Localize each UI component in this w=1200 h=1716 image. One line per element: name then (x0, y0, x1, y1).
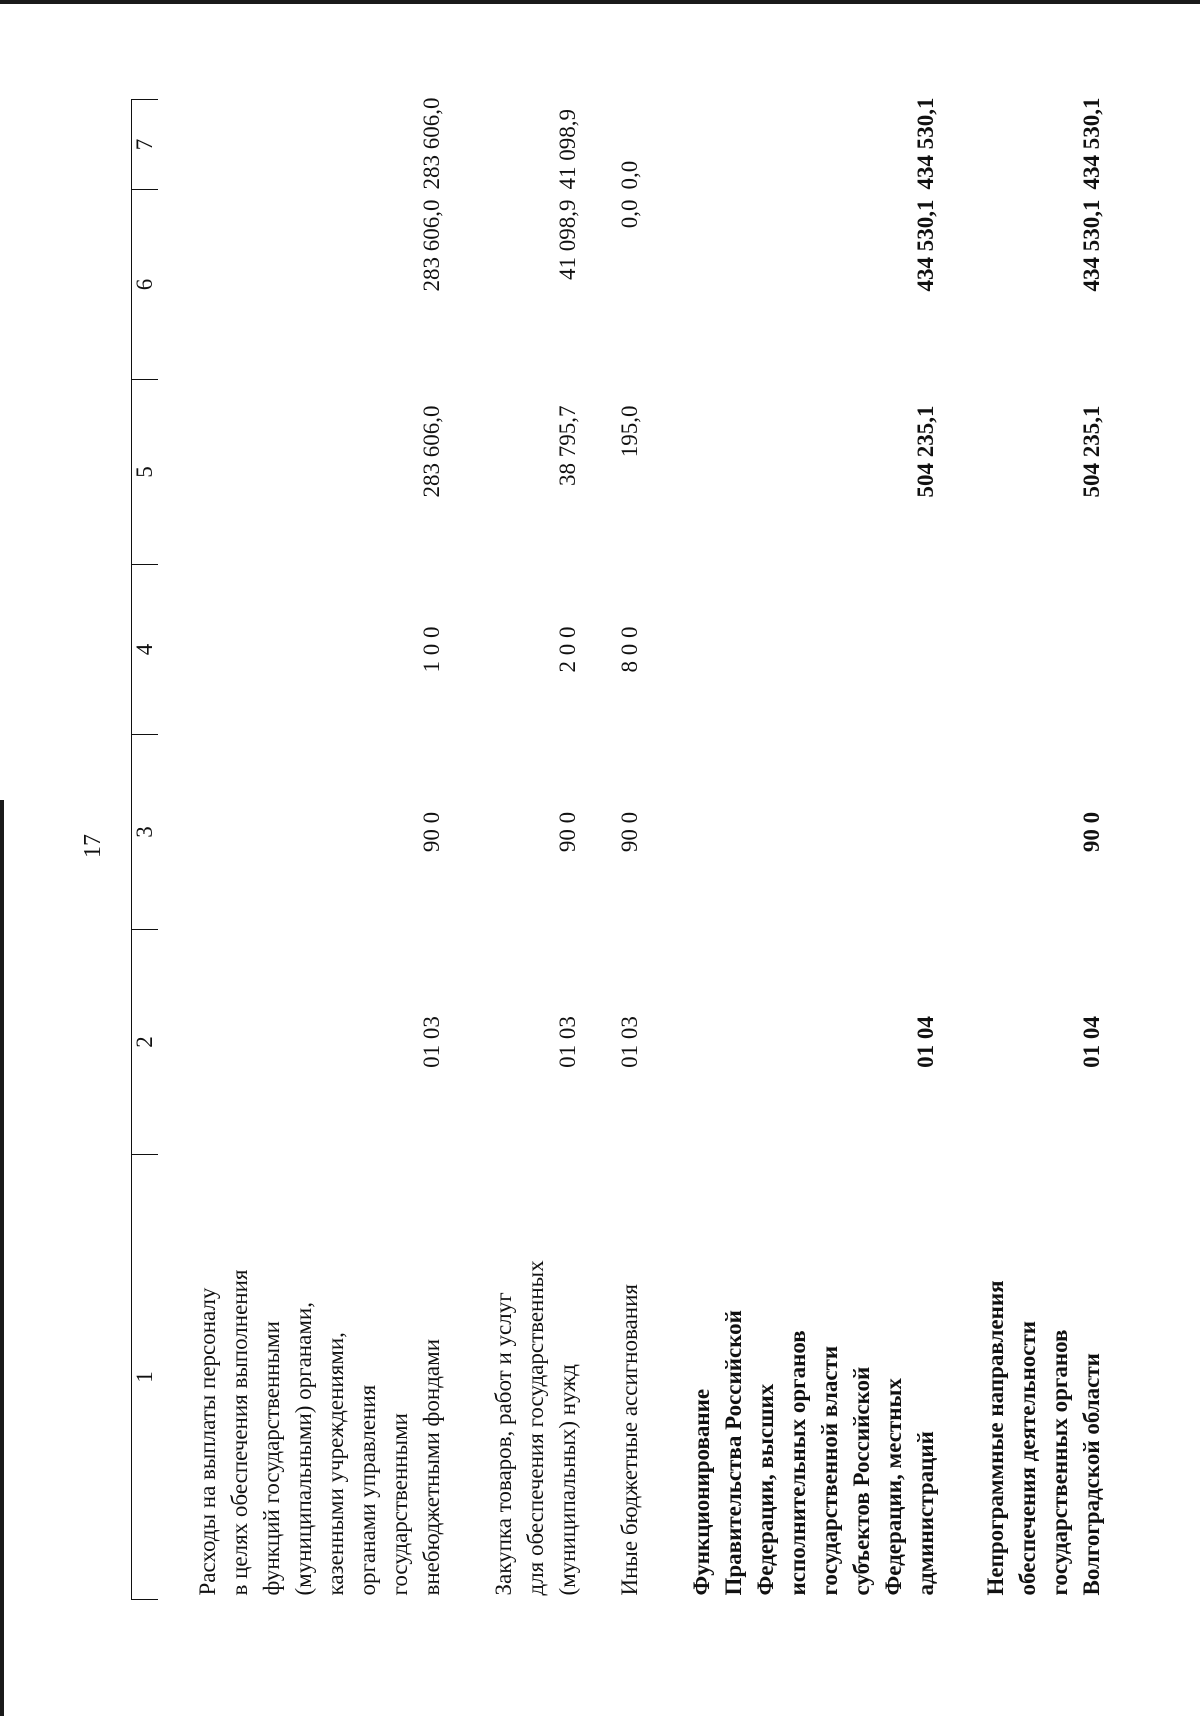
table-body (158, 97, 1108, 1600)
row-name-line: функций государственными (259, 1321, 284, 1596)
row-name-line: Непрограммные направления (983, 1280, 1008, 1596)
expense-type-cell: 8 0 0 (617, 626, 642, 673)
row-name-line: (муниципальных) нужд (555, 1364, 580, 1596)
amount-col5-cell: 504 235,1 (1079, 405, 1104, 498)
row-name-line: Федерации, высших (753, 1383, 778, 1596)
amount-col7-cell: 434 530,1 (913, 97, 938, 190)
row-name-line: Функционирование (689, 1388, 714, 1596)
row-name-line: администраций (913, 1431, 938, 1596)
row-name-line: Волгоградской области (1079, 1353, 1104, 1596)
row-name-line: исполнительных органов (785, 1330, 810, 1596)
amount-col6-cell: 41 098,9 (555, 199, 580, 280)
column-header-1: 1 (132, 1155, 159, 1600)
row-name-line: казенными учреждениями, (323, 1332, 348, 1596)
amount-col5-cell: 38 795,7 (555, 405, 580, 486)
amount-col7-cell: 434 530,1 (1079, 97, 1104, 190)
row-name-line: обеспечения деятельности (1015, 1320, 1040, 1596)
column-header-2: 2 (132, 930, 159, 1155)
target-article-cell: 90 0 (1079, 811, 1104, 853)
row-name-line: органами управления (355, 1384, 380, 1596)
row-name-line: Правительства Российской (721, 1310, 746, 1596)
section-code-cell: 01 04 (913, 1016, 938, 1068)
expense-type-cell: 1 0 0 (419, 626, 444, 673)
row-name-line: Федерации, местных (881, 1378, 906, 1596)
page-number: 17 (80, 834, 106, 858)
row-name-cell (448, 1155, 584, 1600)
row-name-line: государственной власти (817, 1345, 842, 1596)
amount-col5-cell: 195,0 (617, 405, 642, 458)
table-row (158, 100, 448, 1600)
column-header-5: 5 (132, 380, 159, 565)
amount-col6-cell: 0,0 (617, 199, 642, 229)
section-code-cell: 01 03 (555, 1016, 580, 1068)
table-row (942, 100, 1108, 1600)
amount-col5-cell: 283 606,0 (419, 405, 444, 498)
scan-frame-left-edge (0, 800, 4, 1716)
table-row (584, 100, 646, 1600)
table-header (132, 100, 159, 1600)
section-code-cell: 01 04 (1079, 1016, 1104, 1068)
rotated-page-content (131, 97, 1181, 1600)
column-header-3: 3 (132, 735, 159, 930)
expense-type-cell: 2 0 0 (555, 626, 580, 673)
budget-table (131, 99, 1108, 1600)
row-name-line: в целях обеспечения выполнения (227, 1269, 252, 1596)
table-row (646, 100, 942, 1600)
amount-col7-cell: 283 606,0 (419, 97, 444, 190)
table-row (448, 100, 584, 1600)
column-header-6: 6 (132, 190, 159, 380)
row-name-line: внебюджетными фондами (419, 1338, 444, 1596)
row-name-line: субъектов Российской (849, 1366, 874, 1596)
row-name-cell (158, 1155, 448, 1600)
expense-type-cell (942, 565, 1108, 735)
row-name-cell (942, 1155, 1108, 1600)
row-name-cell (584, 1155, 646, 1600)
header-row (132, 100, 159, 1600)
target-article-cell: 90 0 (419, 811, 444, 853)
amount-col5-cell: 504 235,1 (913, 405, 938, 498)
scan-frame-top-edge (0, 0, 1200, 4)
row-name-line: Закупка товаров, работ и услуг (491, 1292, 516, 1596)
amount-col7-cell: 0,0 (617, 160, 642, 190)
target-article-cell: 90 0 (617, 811, 642, 853)
amount-col7-cell: 41 098,9 (555, 109, 580, 190)
section-code-cell: 01 03 (419, 1016, 444, 1068)
row-name-line: государственными (387, 1413, 412, 1596)
expense-type-cell (646, 565, 942, 735)
row-name-line: Расходы на выплаты персоналу (195, 1287, 220, 1596)
amount-col6-cell: 283 606,0 (419, 199, 444, 292)
row-name-line: Иные бюджетные ассигнования (617, 1284, 642, 1596)
row-name-line: для обеспечения государственных (523, 1260, 548, 1596)
section-code-cell: 01 03 (617, 1016, 642, 1068)
row-name-line: (муниципальными) органами, (291, 1302, 316, 1596)
target-article-cell: 90 0 (555, 811, 580, 853)
column-header-4: 4 (132, 565, 159, 735)
column-header-7: 7 (132, 100, 159, 190)
amount-col6-cell: 434 530,1 (913, 199, 938, 292)
amount-col6-cell: 434 530,1 (1079, 199, 1104, 292)
row-name-cell (646, 1155, 942, 1600)
row-name-line: государственных органов (1047, 1329, 1072, 1596)
target-article-cell (646, 735, 942, 930)
